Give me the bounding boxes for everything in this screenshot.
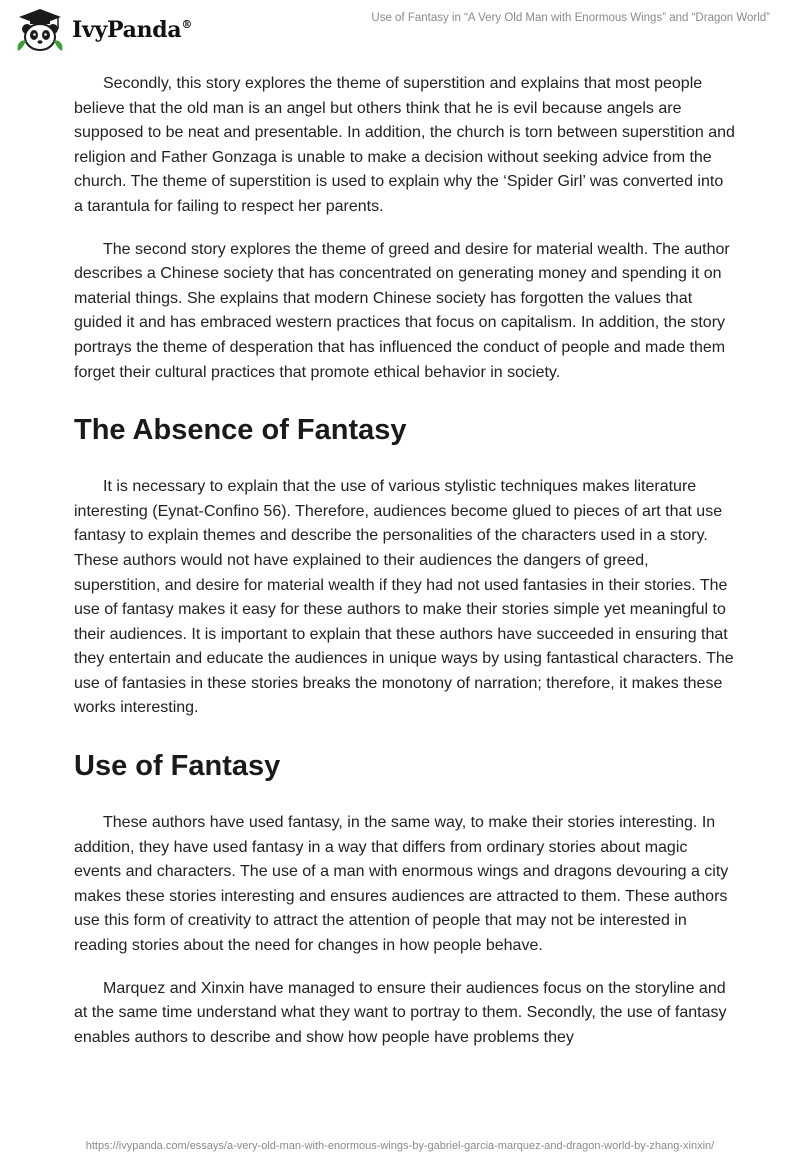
logo-wordmark <box>72 17 192 43</box>
logo-name: IvyPanda <box>72 17 182 43</box>
paragraph-stylistic-techniques: It is necessary to explain that the use of various stylistic techniques makes literature interesting (Eynat-Confino 56). Therefore, audiences become glued to pieces of art that use fantasy to explain themes and describe the personalities of the characters used in a story. These authors would not have explained to their audiences the dangers of greed, superstition, and desire for material wealth if they had not used fantasies in their stories. The use of fantasy makes it easy for these authors to make their stories simple yet meaningful to their audiences. It is important to explain that these authors have succeeded in ensuring that they entertain and educate the audiences in unique ways by using fantastical characters. The use of fantasies in these stories breaks the monotony of narration; therefore, it makes these works interesting. <box>74 478 734 717</box>
essay-body <box>74 72 736 1068</box>
paragraph-superstition: Secondly, this story explores the theme of superstition and explains that most people believe that the old man is an angel but others think that he is evil because angels are supposed to be neat and presentable. In addition, the church is torn between superstition and religion and Father Gonzaga is unable to make a decision without seeking advice from the church. The theme of superstition is used to explain why the ‘Spider Girl’ was converted into a tarantula for failing to respect her parents. <box>74 75 735 215</box>
paragraph-marquez-xinxin: Marquez and Xinxin have managed to ensure their audiences focus on the storyline and at the same time understand what they want to portray to them. Secondly, the use of fantasy enables authors to describe and show how people have problems they <box>74 979 727 1046</box>
panda-graduate-icon <box>14 7 66 53</box>
paragraph-greed: The second story explores the theme of greed and desire for material wealth. The author describes a Chinese society that has concentrated on generating money and spending it on material things. She explains that modern Chinese society has forgotten the values that guided it and has embraced western practices that focus on capitalism. In addition, the story portrays the theme of desperation that has influenced the conduct of people and made them forget their cultural practices that promote ethical behavior in society. <box>74 240 730 381</box>
ivypanda-logo[interactable] <box>14 7 192 53</box>
heading-use-of-fantasy: Use of Fantasy <box>74 750 281 783</box>
document-title: Use of Fantasy in “A Very Old Man with Enormous Wings” and “Dragon World” <box>371 12 770 24</box>
registered-mark: ® <box>181 18 193 31</box>
source-url[interactable]: https://ivypanda.com/essays/a-very-old-man-with-enormous-wings-by-gabriel-garcia-marquez-and-dragon-world-by-zhang-xinxin/ <box>85 1140 715 1152</box>
paragraph-authors-fantasy: These authors have used fantasy, in the same way, to make their stories interesting. In addition, they have used fantasy in a way that differs from ordinary stories about magic events and characters. The use of a man with enormous wings and dragons devouring a city makes these stories interesting and ensures audiences are attracted to them. These authors use this form of creativity to attract the attention of people that may not be interested in reading stories about the need for changes in how people behave. <box>74 814 729 955</box>
heading-absence-of-fantasy: The Absence of Fantasy <box>74 414 407 447</box>
page-header <box>0 0 800 60</box>
